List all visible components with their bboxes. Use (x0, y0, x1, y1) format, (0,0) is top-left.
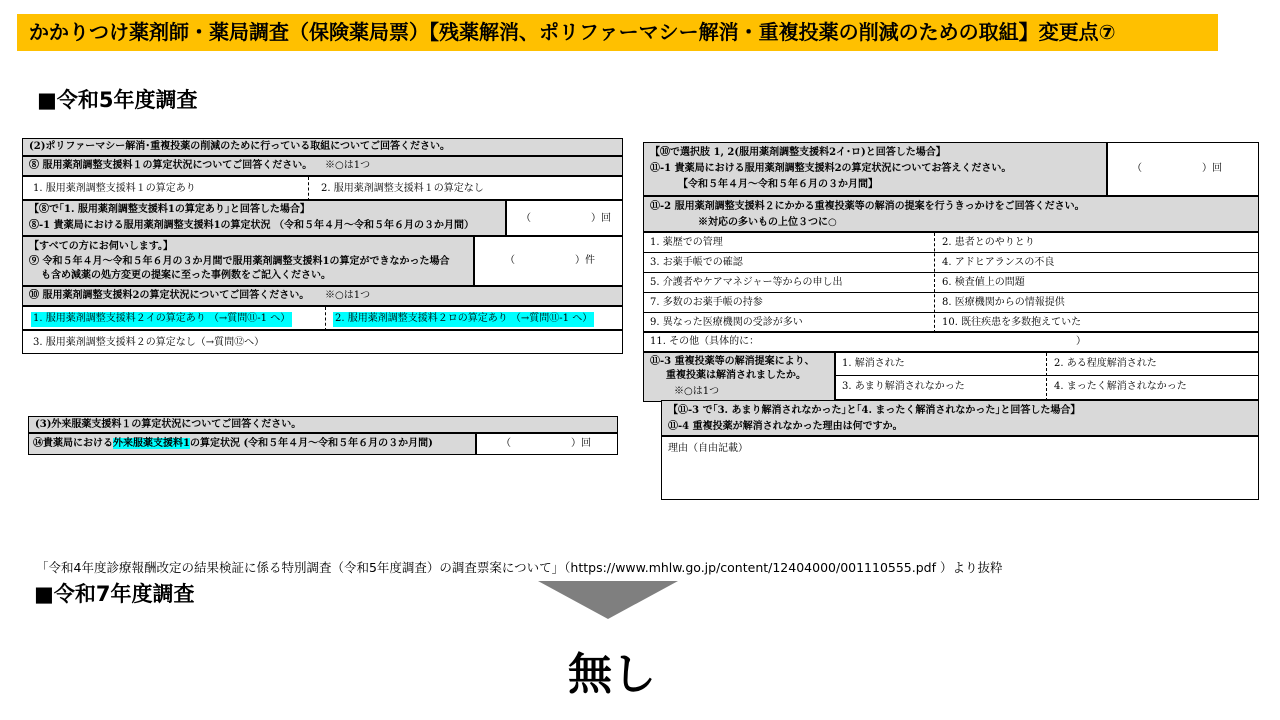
q8-1-answer[interactable]: （ ）回 (521, 213, 611, 224)
q11-1-row (643, 142, 1107, 196)
q11-2-row (643, 196, 1259, 232)
q11-3-row (643, 352, 835, 402)
row-divider (644, 252, 1258, 253)
q8-1-condition: 【⑧で｢1. 服用薬剤調整支援料1の算定あり｣と回答した場合】 (29, 204, 310, 215)
q14-highlight: 外来服薬支援料1 (113, 438, 190, 449)
reason-option-11-row (643, 332, 1259, 352)
q11-4-text: ⑪-4 重複投薬が解消されなかった理由は何ですか。 (668, 421, 903, 432)
reason-option-9[interactable]: 9. 異なった医療機関の受診が多い (650, 317, 803, 328)
q11-1-answer-box (1107, 142, 1259, 196)
q10-note: ※○は1つ (325, 290, 371, 301)
source-note: 「令和4年度診療報酬改定の結果検証に係る特別調査（令和5年度調査）の調査票案について」（https://www.mhlw.go.jp/content/12404000/001110555.pdf ）より抜粋 (36, 560, 1003, 575)
reason-option-4[interactable]: 4. アドヒアランスの不良 (942, 257, 1055, 268)
q11-4-condition: 【⑪-3 で｢3. あまり解消されなかった｣と｢4. まったく解消されなかった｣と回答した場合】 (668, 405, 1081, 416)
row-divider (644, 312, 1258, 313)
reason-option-11[interactable]: 11. その他（具体的に： (650, 336, 760, 347)
q8-option-1[interactable]: 1. 服用薬剤調整支援料１の算定あり (33, 183, 196, 194)
q11-4-row (661, 400, 1259, 436)
right-form (641, 142, 1261, 504)
row-divider (644, 272, 1258, 273)
reason-option-11-close: ） (1076, 336, 1086, 347)
reason-option-3[interactable]: 3. お薬手帳での確認 (650, 257, 743, 268)
reason-label: 理由（自由記載） (668, 443, 748, 454)
q11-3-options (835, 352, 1259, 400)
r5-section-title: ■令和5年度調査 (37, 88, 198, 112)
reason-option-1[interactable]: 1. 薬歴での管理 (650, 237, 723, 248)
q8-1-row (22, 200, 506, 236)
q9-answer-box (474, 236, 623, 286)
row-divider (644, 292, 1258, 293)
divider (1046, 353, 1047, 400)
q14-row (28, 433, 476, 455)
q11-condition: 【⑩で選択肢 1, 2(服用薬剤調整支援料2イ･ロ)と回答した場合】 (650, 147, 946, 158)
down-arrow-icon (538, 581, 678, 619)
resolution-option-2[interactable]: 2. ある程度解消された (1054, 358, 1157, 369)
left-form-q3 (28, 416, 620, 458)
row-divider (836, 375, 1258, 376)
q10-row (22, 286, 623, 306)
q11-1-text: ⑪-1 貴薬局における服用薬剤調整支援料2の算定状況についてお答えください。 (650, 163, 1012, 174)
q11-2-options (643, 232, 1259, 332)
divider (934, 233, 935, 332)
q8-row (22, 156, 623, 176)
q11-3-line1: ⑪-3 重複投薬等の解消提案により、 (650, 356, 815, 367)
q8-options-row (22, 176, 623, 200)
reason-option-8[interactable]: 8. 医療機関からの情報提供 (942, 297, 1065, 308)
q10-option-3[interactable]: 3. 服用薬剤調整支援料２の算定なし（→質問⑫へ） (33, 337, 265, 348)
q9-answer[interactable]: （ ）件 (505, 255, 595, 266)
q8-1-text: ⑧-1 貴薬局における服用薬剤調整支援料1の算定状況 （令和５年４月～令和５年６月の３か月間） (29, 220, 475, 231)
q14-prefix: ⑭貴薬局における (33, 438, 113, 449)
q14-answer[interactable]: （ ）回 (501, 438, 591, 449)
q10-options-row (22, 306, 623, 330)
resolution-option-1[interactable]: 1. 解消された (842, 358, 905, 369)
resolution-option-3[interactable]: 3. あまり解消されなかった (842, 381, 965, 392)
reason-option-2[interactable]: 2. 患者とのやりとり (942, 237, 1035, 248)
q9-line2: も含め減薬の処方変更の提案に至った事例数をご記入ください。 (41, 270, 331, 281)
reason-option-5[interactable]: 5. 介護者やケアマネジャー等からの申し出 (650, 277, 843, 288)
q3-header (28, 416, 618, 433)
q10-text: ⑩ 服用薬剤調整支援料2の算定状況についてご回答ください。 (29, 290, 310, 301)
q8-text: ⑧ 服用薬剤調整支援料１の算定状況についてご回答ください。 (29, 160, 313, 171)
q3-header-text: (3)外来服薬支援料１の算定状況についてご回答ください。 (35, 419, 302, 430)
slide-title: かかりつけ薬剤師・薬局調査（保険薬局票）【残薬解消、ポリファーマシー解消・重複投薬の削減のための取組】変更点⑦ (17, 14, 1218, 51)
left-form-q2 (20, 138, 625, 358)
divider (308, 177, 309, 200)
q2-header (22, 138, 623, 156)
reason-option-7[interactable]: 7. 多数のお薬手帳の持参 (650, 297, 763, 308)
reason-option-6[interactable]: 6. 検査値上の問題 (942, 277, 1025, 288)
q10-option-3-row (22, 330, 623, 354)
reason-option-10[interactable]: 10. 既往疾患を多数抱えていた (942, 317, 1082, 328)
q11-1-answer[interactable]: （ ）回 (1132, 163, 1222, 174)
q11-3-line2: 重複投薬は解消されましたか。 (666, 370, 806, 381)
divider (325, 307, 326, 330)
all-condition: 【すべての方にお伺いします。】 (29, 241, 173, 252)
q14-text (33, 438, 433, 451)
q11-3-note: ※○は1つ (674, 386, 720, 397)
reason-free-text-box (661, 436, 1259, 500)
none-text: 無し (568, 649, 656, 700)
q11-2-text: ⑪-2 服用薬剤調整支援料２にかかる重複投薬等の解消の提案を行うきっかけをご回答ください。 (650, 201, 1085, 212)
q9-line1: ⑨ 令和５年４月～令和５年６月の３か月間で服用薬剤調整支援料1の算定ができなかった場合 (29, 256, 450, 267)
q9-row (22, 236, 474, 286)
r7-section-title: ■令和7年度調査 (34, 582, 195, 606)
q2-header-text: (2)ポリファーマシー解消･重複投薬の削減のために行っている取組についてご回答ください。 (29, 141, 451, 152)
q8-note: ※○は1つ (325, 160, 371, 171)
q14-answer-box (476, 433, 618, 455)
resolution-option-4[interactable]: 4. まったく解消されなかった (1054, 381, 1187, 392)
q8-option-2[interactable]: 2. 服用薬剤調整支援料１の算定なし (321, 183, 484, 194)
q10-option-2[interactable]: 2. 服用薬剤調整支援料２ロの算定あり （→質問⑪-1 へ） (333, 312, 594, 327)
q11-2-note: ※対応の多いもの上位３つに○ (698, 217, 837, 228)
q8-1-answer-box (506, 200, 623, 236)
q11-1-period: 【令和５年４月～令和５年６月の３か月間】 (678, 179, 878, 190)
q14-suffix: の算定状況 (令和５年４月～令和５年６月の３か月間) (189, 438, 433, 449)
q10-option-1[interactable]: 1. 服用薬剤調整支援料２イの算定あり （→質問⑪-1 へ） (31, 312, 292, 327)
